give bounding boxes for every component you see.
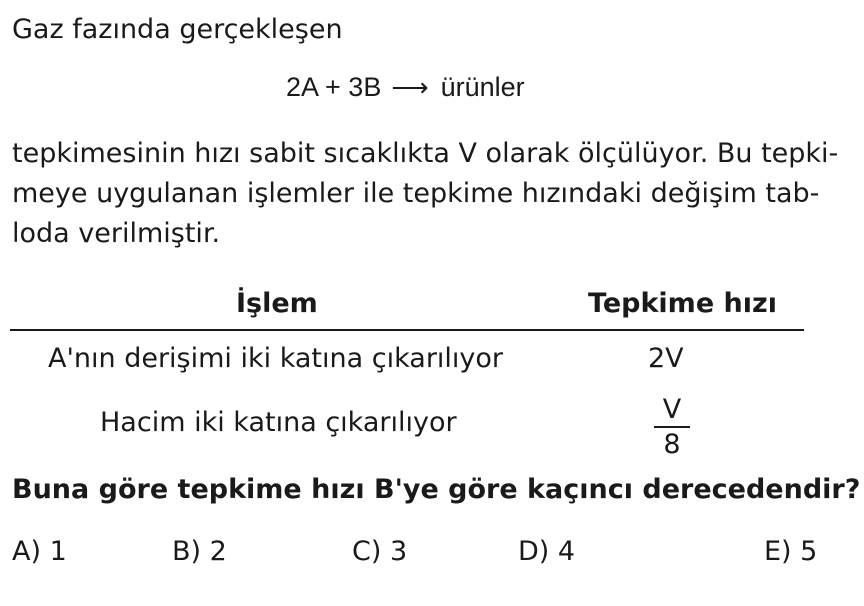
description-line: tepkimesinin hızı sabit sıcaklıkta V olarak ölçülüyor. Bu tepki- (12, 138, 839, 169)
option-b[interactable]: B) 2 (172, 536, 227, 567)
fraction-denominator: 8 (663, 429, 681, 460)
table-cell-hiz-fraction (654, 395, 690, 460)
table-header-divider (10, 329, 804, 331)
option-c[interactable]: C) 3 (352, 536, 408, 567)
question-text: Buna göre tepkime hızı B'ye göre kaçıncı derecedendir? (12, 474, 861, 505)
reaction-arrow-icon: ⟶ (391, 72, 429, 102)
fraction-bar (654, 426, 690, 428)
table-header-tepkime-hizi: Tepkime hızı (588, 288, 777, 319)
table-cell-hiz: 2V (648, 343, 684, 374)
equation-products: ürünler (440, 72, 525, 102)
intro-text: Gaz fazında gerçekleşen (12, 14, 343, 45)
description-line: loda verilmiştir. (12, 218, 221, 249)
description-line: meye uygulanan işlemler ile tepkime hızındaki değişim tab- (12, 178, 820, 209)
option-e[interactable]: E) 5 (764, 536, 818, 567)
option-a[interactable]: A) 1 (12, 536, 67, 567)
option-d[interactable]: D) 4 (518, 536, 576, 567)
table-cell-islem: Hacim iki katına çıkarılıyor (100, 407, 457, 438)
description-paragraph (12, 134, 852, 254)
table-header-islem: İşlem (236, 288, 318, 319)
equation-reactants: 2A + 3B (286, 72, 382, 102)
fraction-numerator: V (662, 394, 682, 425)
reaction-equation (286, 72, 525, 103)
table-cell-islem: A'nın derişimi iki katına çıkarılıyor (48, 343, 504, 374)
